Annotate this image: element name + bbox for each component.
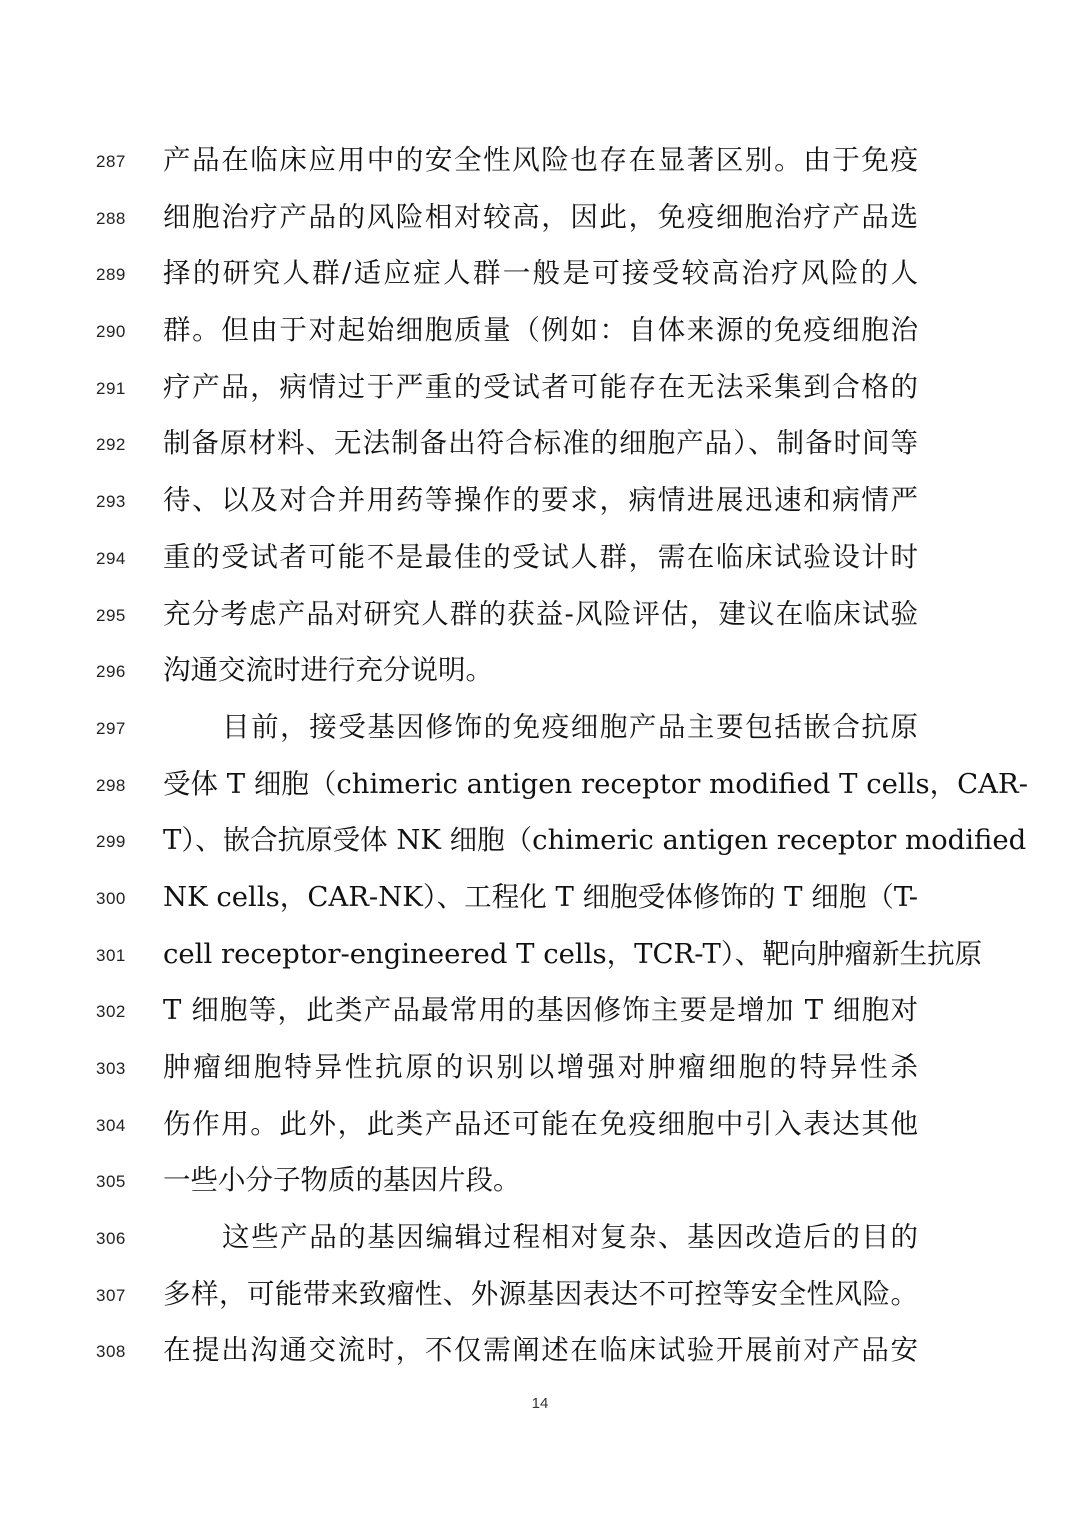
line-number: 298 (96, 775, 126, 795)
line-text: 群。但由于对起始细胞质量（例如：自体来源的免疫细胞治 (163, 314, 918, 347)
line-289 (0, 247, 1080, 304)
line-number: 306 (96, 1229, 126, 1249)
line-text: 肿瘤细胞特异性抗原的识别以增强对肿瘤细胞的特异性杀 (163, 1051, 918, 1083)
line-308 (0, 1324, 1080, 1381)
line-number: 304 (96, 1115, 126, 1135)
line-292 (0, 417, 1080, 474)
line-text: cell receptor-engineered T cells，TCR-T）、靶向肿瘤新生抗原 (163, 937, 983, 970)
line-304 (0, 1098, 1080, 1155)
line-297 (0, 701, 1080, 758)
line-number: 287 (96, 152, 126, 171)
line-293 (0, 474, 1080, 531)
line-list (0, 134, 1080, 1381)
line-303 (0, 1041, 1080, 1098)
line-number: 296 (96, 662, 126, 682)
line-text: 待、以及对合并用药等操作的要求，病情进展迅速和病情严 (163, 484, 918, 517)
line-text: T 细胞等，此类产品最常用的基因修饰主要是增加 T 细胞对 (163, 994, 918, 1027)
line-text: 疗产品，病情过于严重的受试者可能存在无法采集到合格的 (163, 370, 918, 403)
line-number: 292 (96, 435, 126, 455)
line-number: 308 (96, 1342, 126, 1362)
line-305 (0, 1154, 1080, 1211)
line-number: 288 (96, 208, 126, 228)
line-text: 重的受试者可能不是最佳的受试人群，需在临床试验设计时 (163, 540, 918, 573)
line-294 (0, 531, 1080, 588)
line-number: 289 (96, 265, 126, 285)
line-290 (0, 304, 1080, 361)
line-number: 297 (96, 718, 126, 738)
line-text: 在提出沟通交流时，不仅需阐述在临床试验开展前对产品安 (163, 1334, 918, 1367)
line-text: 择的研究人群/适应症人群一般是可接受较高治疗风险的人 (163, 257, 918, 290)
line-296 (0, 644, 1080, 701)
line-number: 303 (96, 1059, 126, 1078)
line-text: 充分考虑产品对研究人群的获益-风险评估，建议在临床试验 (163, 597, 918, 630)
line-text: 一些小分子物质的基因片段。 (163, 1164, 521, 1197)
line-number: 293 (96, 492, 126, 512)
line-291 (0, 361, 1080, 418)
line-text: 伤作用。此外，此类产品还可能在免疫细胞中引入表达其他 (163, 1107, 918, 1140)
line-text: 多样，可能带来致瘤性、外源基因表达不可控等安全性风险。 (163, 1277, 918, 1310)
line-text: T）、嵌合抗原受体 NK 细胞（chimeric antigen receptor modified (163, 824, 1027, 857)
line-number: 294 (96, 548, 126, 568)
line-text: 受体 T 细胞（chimeric antigen receptor modified T cells，CAR- (163, 767, 1029, 800)
line-number: 291 (96, 378, 126, 398)
line-text: 制备原材料、无法制备出符合标准的细胞产品）、制备时间等 (163, 427, 918, 460)
line-text: 产品在临床应用中的安全性风险也存在显著区别。由于免疫 (163, 144, 918, 176)
line-287 (0, 134, 1080, 191)
page-number: 14 (531, 1395, 549, 1412)
line-text: NK cells，CAR-NK）、工程化 T 细胞受体修饰的 T 细胞（T- (163, 880, 918, 913)
line-number: 290 (96, 322, 126, 342)
line-number: 295 (96, 605, 126, 625)
line-301 (0, 928, 1080, 985)
line-text: 沟通交流时进行充分说明。 (163, 654, 493, 687)
line-299 (0, 814, 1080, 871)
line-number: 300 (96, 888, 126, 908)
line-300 (0, 871, 1080, 928)
line-number: 302 (96, 1002, 126, 1022)
line-306 (0, 1211, 1080, 1268)
line-298 (0, 758, 1080, 815)
line-number: 305 (96, 1172, 126, 1192)
line-text: 目前，接受基因修饰的免疫细胞产品主要包括嵌合抗原 (222, 710, 918, 743)
line-number: 307 (96, 1285, 126, 1305)
line-number: 299 (96, 832, 126, 852)
line-307 (0, 1268, 1080, 1325)
line-number: 301 (96, 945, 126, 965)
line-text: 这些产品的基因编辑过程相对复杂、基因改造后的目的 (222, 1221, 918, 1254)
line-text: 细胞治疗产品的风险相对较高，因此，免疫细胞治疗产品选 (163, 200, 918, 233)
line-295 (0, 588, 1080, 645)
line-302 (0, 984, 1080, 1041)
line-288 (0, 191, 1080, 248)
